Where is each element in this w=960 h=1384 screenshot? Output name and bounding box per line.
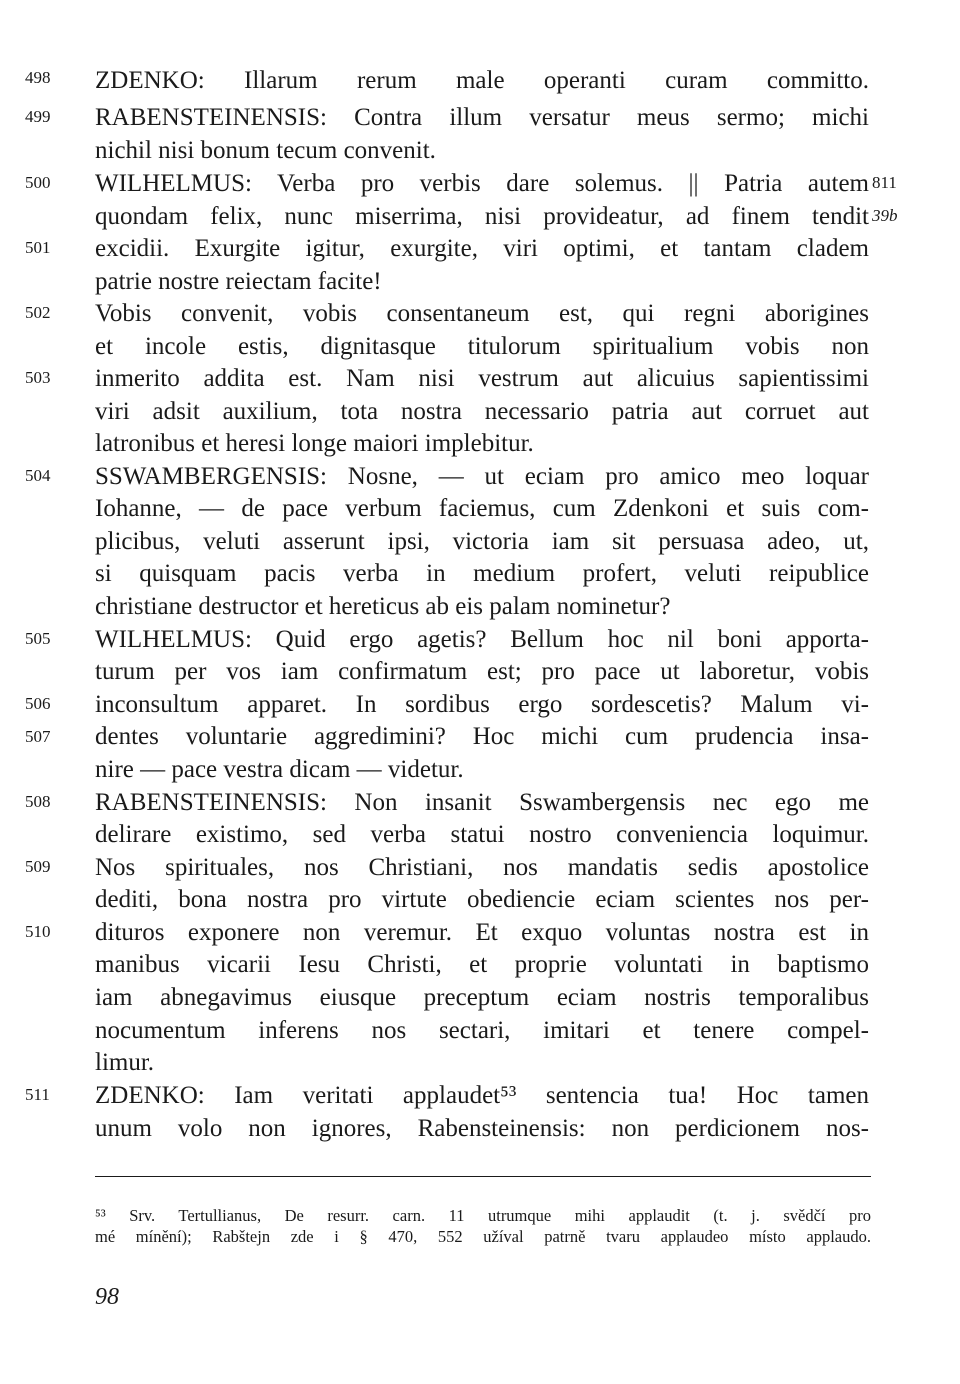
text-line: delirare existimo, sed verba statui nostro conveniencia loquimur.: [95, 821, 869, 848]
text-line: iam abnegavimus eiusque preceptum eciam nostris temporalibus: [95, 984, 869, 1011]
text-line: ZDENKO: Illarum rerum male operanti curam committo.: [95, 67, 869, 94]
text-line: inmerito addita est. Nam nisi vestrum aut alicuius sapientissimi: [95, 365, 869, 392]
line-number: 505: [25, 629, 51, 648]
text-line: manibus vicarii Iesu Christi, et proprie voluntati in baptismo: [95, 951, 869, 978]
footnote-line: ⁵³ Srv. Tertullianus, De resurr. carn. 11 utrumque mihi applaudit (t. j. svědčí pro: [95, 1206, 871, 1225]
line-number: 503: [25, 368, 51, 387]
text-line: Nos spirituales, nos Christiani, nos mandatis sedis apostolice: [95, 854, 869, 881]
text-line: unum volo non ignores, Rabensteinensis: non perdicionem nos-: [95, 1115, 869, 1142]
text-line: nocumentum inferens nos sectari, imitari et tenere compel-: [95, 1017, 869, 1044]
footnote-line: mé mínění); Rabštejn zde i § 470, 552 užíval patrně tvaru applaudeo místo applaudo.: [95, 1227, 871, 1246]
line-number: 502: [25, 303, 51, 322]
text-line: quondam felix, nunc miserrima, nisi provideatur, ad finem tendit: [95, 203, 869, 230]
line-number: 507: [25, 727, 51, 746]
footnote-divider: [95, 1176, 871, 1177]
margin-reference: 39b: [872, 206, 898, 225]
text-line: Iohanne, — de pace verbum faciemus, cum Zdenkoni et suis com-: [95, 495, 869, 522]
line-number: 508: [25, 792, 51, 811]
text-line: dentes voluntarie aggredimini? Hoc michi cum prudencia insa-: [95, 723, 869, 750]
margin-reference: 811: [872, 173, 897, 192]
line-number: 501: [25, 238, 51, 257]
line-number: 504: [25, 466, 51, 485]
text-line: si quisquam pacis verba in medium profert, veluti reipublice: [95, 560, 869, 587]
text-line: plicibus, veluti asserunt ipsi, victoria iam sit persuasa adeo, ut,: [95, 528, 869, 555]
text-line: christiane destructor et hereticus ab eis palam nominetur?: [95, 593, 671, 620]
line-number: 498: [25, 68, 51, 87]
text-line: SSWAMBERGENSIS: Nosne, — ut eciam pro amico meo loquar: [95, 463, 869, 490]
text-line: inconsultum apparet. In sordibus ergo sordescetis? Malum vi-: [95, 691, 869, 718]
text-line: dediti, bona nostra pro virtute obediencie eciam scientes nos per-: [95, 886, 869, 913]
text-line: RABENSTEINENSIS: Non insanit Sswambergensis nec ego me: [95, 789, 869, 816]
text-line: viri adsit auxilium, tota nostra necessario patria aut corruet aut: [95, 398, 869, 425]
page-number: 98: [95, 1284, 119, 1310]
line-number: 499: [25, 107, 51, 126]
text-line: patrie nostre reiectam facite!: [95, 268, 382, 295]
text-line: Vobis convenit, vobis consentaneum est, qui regni aborigines: [95, 300, 869, 327]
text-line: WILHELMUS: Quid ergo agetis? Bellum hoc nil boni apporta-: [95, 626, 869, 653]
text-line: ZDENKO: Iam veritati applaudet⁵³ sentencia tua! Hoc tamen: [95, 1082, 869, 1109]
text-line: WILHELMUS: Verba pro verbis dare solemus. || Patria autem: [95, 170, 869, 197]
line-number: 511: [25, 1085, 50, 1104]
text-line: dituros exponere non veremur. Et exquo voluntas nostra est in: [95, 919, 869, 946]
text-line: RABENSTEINENSIS: Contra illum versatur meus sermo; michi: [95, 104, 869, 131]
line-number: 506: [25, 694, 51, 713]
line-number: 500: [25, 173, 51, 192]
text-line: et incole estis, dignitasque titulorum spiritualium vobis non: [95, 333, 869, 360]
text-line: nichil nisi bonum tecum convenit.: [95, 137, 436, 164]
text-line: limur.: [95, 1049, 155, 1076]
line-number: 509: [25, 857, 51, 876]
text-line: turum per vos iam confirmatum est; pro pace ut laboretur, vobis: [95, 658, 869, 685]
line-number: 510: [25, 922, 51, 941]
text-line: excidii. Exurgite igitur, exurgite, viri optimi, et tantam cladem: [95, 235, 869, 262]
text-line: nire — pace vestra dicam — videtur.: [95, 756, 464, 783]
text-line: latronibus et heresi longe maiori implebitur.: [95, 430, 534, 457]
